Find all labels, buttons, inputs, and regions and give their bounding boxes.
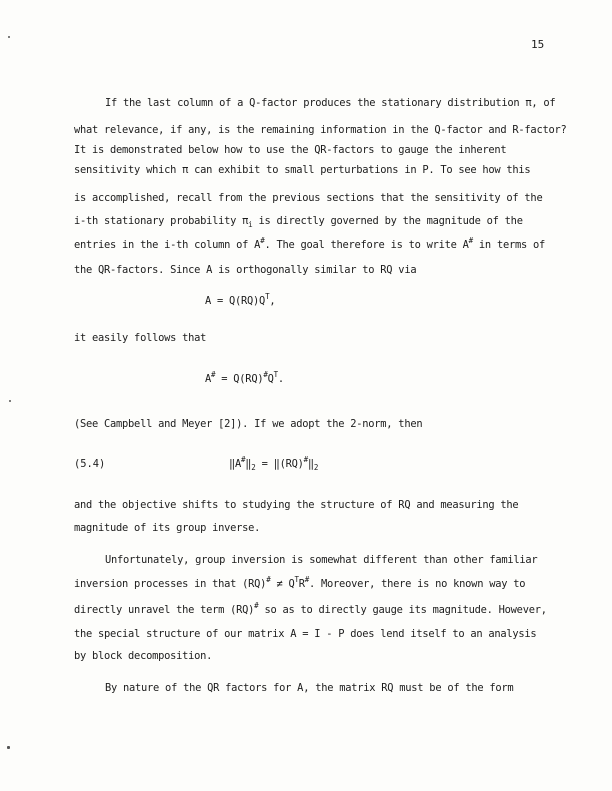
text-span: i-th stationary probability π	[74, 215, 249, 227]
text-line	[74, 236, 545, 252]
superscript: #	[304, 575, 310, 584]
text-line	[74, 575, 526, 591]
text-line: By nature of the QR factors for A, the matrix RQ must be of the form	[105, 682, 514, 694]
text-span: entries in the i-th column of A	[74, 239, 261, 251]
text-span: . Moreover, there is no known way to	[309, 578, 526, 590]
text-line: (See Campbell and Meyer [2]). If we adopt the 2-norm, then	[74, 418, 423, 430]
text-span: in terms of	[472, 239, 545, 251]
text-span: ≠ Q	[270, 578, 295, 590]
text-span: R	[298, 578, 305, 590]
text-line: the QR-factors. Since A is orthogonally similar to RQ via	[74, 264, 417, 276]
equation-text: = ‖(RQ)	[255, 458, 304, 470]
text-span: . The goal therefore is to write A	[264, 239, 469, 251]
superscript: T	[273, 370, 278, 379]
superscript: #	[263, 370, 268, 379]
subscript: 2	[313, 463, 319, 472]
text-line: magnitude of its group inverse.	[74, 522, 261, 534]
text-line: sensitivity which π can exhibit to small perturbations in P. To see how this	[74, 164, 531, 176]
text-span: is directly governed by the magnitude of the	[252, 215, 523, 227]
equation-text: = Q(RQ)	[215, 373, 264, 385]
subscript: 2	[251, 463, 256, 472]
equation-text: A	[205, 373, 212, 385]
equation-norm	[229, 455, 319, 472]
text-line: by block decomposition.	[74, 650, 213, 662]
text-line	[74, 601, 547, 617]
equation-text: .	[277, 373, 284, 385]
equation-text: A = Q(RQ)Q	[205, 295, 266, 307]
superscript: #	[241, 455, 246, 464]
text-line: is accomplished, recall from the previous sections that the sensitivity of the	[74, 192, 543, 204]
text-line: If the last column of a Q-factor produces the stationary distribution π, of	[105, 97, 556, 109]
text-line: Unfortunately, group inversion is somewhat different than other familiar	[105, 554, 538, 566]
equation-text: ‖A	[229, 458, 242, 470]
equation-text: Q	[267, 373, 274, 385]
superscript: #	[211, 370, 216, 379]
text-line: the special structure of our matrix A = I - P does lend itself to an analysis	[74, 628, 537, 640]
subscript: i	[248, 220, 253, 229]
superscript: T	[265, 292, 270, 301]
superscript: T	[294, 575, 299, 584]
text-span: inversion processes in that (RQ)	[74, 578, 267, 590]
text-line: what relevance, if any, is the remaining information in the Q-factor and R-factor?	[74, 124, 567, 136]
scan-speck	[9, 400, 11, 402]
equation-number: (5.4)	[74, 458, 106, 470]
superscript: #	[266, 575, 271, 584]
text-line: and the objective shifts to studying the structure of RQ and measuring the	[74, 499, 519, 511]
scan-speck	[8, 36, 10, 38]
equation-text: ,	[269, 295, 276, 307]
text-line: it easily follows that	[74, 332, 207, 344]
text-line	[74, 215, 523, 228]
equation-orthogonal-similarity	[205, 292, 276, 307]
superscript: #	[254, 601, 259, 610]
text-span: directly unravel the term (RQ)	[74, 604, 255, 616]
text-span: so as to directly gauge its magnitude. However,	[258, 604, 547, 616]
equation-group-inverse	[205, 370, 284, 385]
page-number: 15	[531, 38, 545, 51]
superscript: #	[260, 236, 265, 245]
superscript: #	[303, 455, 308, 464]
equation-text: ‖	[245, 458, 252, 470]
text-line: It is demonstrated below how to use the QR-factors to gauge the inherent	[74, 144, 507, 156]
superscript: #	[468, 236, 473, 245]
scan-speck	[7, 746, 10, 749]
equation-text: ‖	[307, 458, 314, 470]
